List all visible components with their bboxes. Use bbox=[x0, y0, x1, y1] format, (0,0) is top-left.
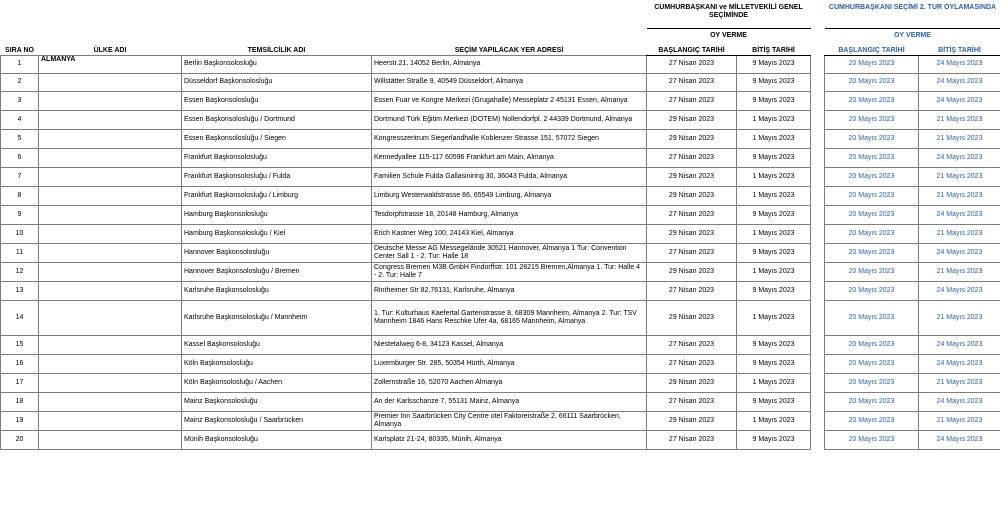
start-date-2: 20 Mayıs 2023 bbox=[825, 110, 919, 129]
start-date-2: 20 Mayıs 2023 bbox=[825, 430, 919, 449]
start-date-2: 20 Mayıs 2023 bbox=[825, 224, 919, 243]
end-date-2: 24 Mayıs 2023 bbox=[919, 55, 1000, 73]
row-number: 18 bbox=[1, 392, 39, 411]
table-row bbox=[1, 224, 1000, 243]
start-date-1: 27 Nisan 2023 bbox=[647, 430, 737, 449]
mission-name: Berlin Başkonsolosluğu bbox=[182, 55, 372, 73]
mission-name: Essen Başkonsolosluğu / Dortmund bbox=[182, 110, 372, 129]
country-cell bbox=[39, 430, 182, 449]
row-number: 17 bbox=[1, 373, 39, 392]
row-number: 1 bbox=[1, 55, 39, 73]
table-row bbox=[1, 430, 1000, 449]
end-date-2: 21 Mayıs 2023 bbox=[919, 186, 1000, 205]
start-date-1: 29 Nisan 2023 bbox=[647, 373, 737, 392]
polling-address: Niestetalweg 6-8, 34123 Kassel, Almanya bbox=[372, 335, 647, 354]
mission-name: Frankfurt Başkonsolosluğu / Limburg bbox=[182, 186, 372, 205]
mission-name: Frankfurt Başkonsolosluğu / Fulda bbox=[182, 167, 372, 186]
mission-name: Hannover Başkonsolosluğu bbox=[182, 243, 372, 262]
country-cell bbox=[39, 281, 182, 300]
mission-name: Köln Başkonsolosluğu bbox=[182, 354, 372, 373]
column-gap bbox=[811, 243, 825, 262]
voting-heading-1: OY VERME bbox=[647, 28, 811, 40]
end-date-1: 1 Mayıs 2023 bbox=[737, 411, 811, 430]
country-cell bbox=[39, 411, 182, 430]
end-date-1: 9 Mayıs 2023 bbox=[737, 281, 811, 300]
start-date-1: 27 Nisan 2023 bbox=[647, 354, 737, 373]
table-row bbox=[1, 411, 1000, 430]
row-no-header: SIRA NO bbox=[5, 46, 34, 54]
table-row bbox=[1, 110, 1000, 129]
polling-address: An der Karlsschanze 7, 55131 Mainz, Almanya bbox=[372, 392, 647, 411]
country-cell bbox=[39, 186, 182, 205]
start-date-2: 20 Mayıs 2023 bbox=[825, 300, 919, 335]
column-gap bbox=[811, 224, 825, 243]
row-number: 13 bbox=[1, 281, 39, 300]
country-cell bbox=[39, 148, 182, 167]
end-date-2: 24 Mayıs 2023 bbox=[919, 73, 1000, 91]
mission-name: Mainz Başkonsolosluğu bbox=[182, 392, 372, 411]
row-number: 7 bbox=[1, 167, 39, 186]
table-row bbox=[1, 205, 1000, 224]
polling-address: 1. Tur: Kulturhaus Kaefertal Gartenstrasse 8, 68309 Mannheim, Almanya 2. Tur: TSV Mannheim 1846 Hans Reschke Ufer 4a, 68165 Mannheim, Almanya bbox=[372, 300, 647, 335]
column-gap bbox=[811, 335, 825, 354]
end-date-2: 24 Mayıs 2023 bbox=[919, 354, 1000, 373]
country-cell bbox=[39, 354, 182, 373]
table-row bbox=[1, 148, 1000, 167]
polling-address: Kennedyallee 115-117 60596 Frankfurt am Main, Almanya bbox=[372, 148, 647, 167]
start-date-1: 27 Nisan 2023 bbox=[647, 73, 737, 91]
row-number: 5 bbox=[1, 129, 39, 148]
end-date-2: 24 Mayıs 2023 bbox=[919, 430, 1000, 449]
general-election-heading: CUMHURBAŞKANI ve MİLLETVEKİLİ GENEL SEÇİMİNDE bbox=[654, 4, 803, 19]
row-number: 20 bbox=[1, 430, 39, 449]
end-date-1: 9 Mayıs 2023 bbox=[737, 73, 811, 91]
start-date-1: 27 Nisan 2023 bbox=[647, 148, 737, 167]
country-cell bbox=[39, 205, 182, 224]
row-number: 6 bbox=[1, 148, 39, 167]
end-date-2: 21 Mayıs 2023 bbox=[919, 129, 1000, 148]
start-date-2: 20 Mayıs 2023 bbox=[825, 373, 919, 392]
start-date-1: 29 Nisan 2023 bbox=[647, 186, 737, 205]
start-date-2: 20 Mayıs 2023 bbox=[825, 91, 919, 110]
end-date-2: 24 Mayıs 2023 bbox=[919, 281, 1000, 300]
end-date-2: 24 Mayıs 2023 bbox=[919, 148, 1000, 167]
country-cell bbox=[39, 73, 182, 91]
column-gap bbox=[811, 167, 825, 186]
column-gap bbox=[811, 411, 825, 430]
start-date-1: 29 Nisan 2023 bbox=[647, 110, 737, 129]
country-cell bbox=[39, 129, 182, 148]
polling-address: Heerstr.21, 14052 Berlin, Almanya bbox=[372, 55, 647, 73]
row-number: 15 bbox=[1, 335, 39, 354]
end-date-1: 1 Mayıs 2023 bbox=[737, 300, 811, 335]
start-date-1: 29 Nisan 2023 bbox=[647, 129, 737, 148]
end-date-2: 24 Mayıs 2023 bbox=[919, 335, 1000, 354]
row-number: 14 bbox=[1, 300, 39, 335]
country-cell bbox=[39, 91, 182, 110]
end-date-2: 21 Mayıs 2023 bbox=[919, 262, 1000, 281]
start-date-1: 27 Nisan 2023 bbox=[647, 335, 737, 354]
mission-header: TEMSİLCİLİK ADI bbox=[247, 46, 306, 54]
mission-name: Kassel Başkonsolosluğu bbox=[182, 335, 372, 354]
polling-address: Zollernstraße 16, 52070 Aachen Almanya bbox=[372, 373, 647, 392]
row-number: 11 bbox=[1, 243, 39, 262]
end-date-2: 21 Mayıs 2023 bbox=[919, 411, 1000, 430]
column-gap bbox=[811, 205, 825, 224]
table-row bbox=[1, 243, 1000, 262]
column-gap bbox=[811, 373, 825, 392]
start-date-2: 20 Mayıs 2023 bbox=[825, 243, 919, 262]
country-cell bbox=[39, 262, 182, 281]
mission-name: Frankfurt Başkonsolosluğu bbox=[182, 148, 372, 167]
end-date-1: 1 Mayıs 2023 bbox=[737, 186, 811, 205]
start-date-1: 27 Nisan 2023 bbox=[647, 392, 737, 411]
polling-address: Limburg Westerwaldstrasse 86, 65549 Limburg, Almanya bbox=[372, 186, 647, 205]
start-date-2: 20 Mayıs 2023 bbox=[825, 392, 919, 411]
row-number: 8 bbox=[1, 186, 39, 205]
row-number: 2 bbox=[1, 73, 39, 91]
table-row bbox=[1, 281, 1000, 300]
column-gap bbox=[811, 430, 825, 449]
runoff-heading: CUMHURBAŞKANI SEÇİMİ 2. TUR OYLAMASINDA bbox=[828, 4, 997, 11]
polling-address: Erich Kastner Weg 100, 24143 Kiel, Almanya bbox=[372, 224, 647, 243]
country-cell bbox=[39, 110, 182, 129]
row-number: 9 bbox=[1, 205, 39, 224]
row-number: 3 bbox=[1, 91, 39, 110]
end-date-1: 1 Mayıs 2023 bbox=[737, 262, 811, 281]
country-header: ÜLKE ADI bbox=[93, 46, 127, 54]
start-date-1: 29 Nisan 2023 bbox=[647, 167, 737, 186]
start-date-2: 20 Mayıs 2023 bbox=[825, 73, 919, 91]
column-gap bbox=[811, 281, 825, 300]
mission-name: Mainz Başkonsolosluğu / Saarbrücken bbox=[182, 411, 372, 430]
voting-heading-2: OY VERME bbox=[825, 28, 1000, 40]
start-date-2: 20 Mayıs 2023 bbox=[825, 129, 919, 148]
polling-address: Familien Schule Fulda Gallasiniring 30, 36043 Fulda, Almanya bbox=[372, 167, 647, 186]
start-date-1: 27 Nisan 2023 bbox=[647, 281, 737, 300]
row-number: 19 bbox=[1, 411, 39, 430]
mission-name: Karlsruhe Başkonsolosluğu bbox=[182, 281, 372, 300]
end-date-1: 9 Mayıs 2023 bbox=[737, 392, 811, 411]
end-date-header-1: BİTİŞ TARİHİ bbox=[737, 40, 811, 55]
start-date-2: 20 Mayıs 2023 bbox=[825, 354, 919, 373]
end-date-1: 9 Mayıs 2023 bbox=[737, 148, 811, 167]
polling-address: Karlsplatz 21-24, 80335, Münih, Almanya bbox=[372, 430, 647, 449]
column-gap bbox=[811, 129, 825, 148]
start-date-2: 20 Mayıs 2023 bbox=[825, 148, 919, 167]
column-gap bbox=[811, 110, 825, 129]
start-date-2: 20 Mayıs 2023 bbox=[825, 281, 919, 300]
table-row bbox=[1, 335, 1000, 354]
end-date-header-2: BİTİŞ TARİHİ bbox=[919, 40, 1000, 55]
table-row bbox=[1, 55, 1000, 73]
table-row bbox=[1, 167, 1000, 186]
column-gap bbox=[811, 91, 825, 110]
mission-name: Hannover Başkonsolosluğu / Bremen bbox=[182, 262, 372, 281]
mission-name: Hamburg Başkonsolosluğu / Kiel bbox=[182, 224, 372, 243]
end-date-1: 9 Mayıs 2023 bbox=[737, 335, 811, 354]
end-date-1: 9 Mayıs 2023 bbox=[737, 55, 811, 73]
polling-address: Dortmund Türk Eğitim Merkezi (DOTEM) Nollendorfpl. 2 44339 Dortmund, Almanya bbox=[372, 110, 647, 129]
country-cell bbox=[39, 243, 182, 262]
address-header: SEÇİM YAPILACAK YER ADRESİ bbox=[454, 46, 564, 54]
start-date-1: 27 Nisan 2023 bbox=[647, 243, 737, 262]
end-date-1: 1 Mayıs 2023 bbox=[737, 373, 811, 392]
table-row bbox=[1, 262, 1000, 281]
row-number: 12 bbox=[1, 262, 39, 281]
start-date-2: 20 Mayıs 2023 bbox=[825, 55, 919, 73]
polling-address: Premier Inn Saarbrücken City Centre otel Faktoreistraße 2, 66111 Saarbrücken, Almanya bbox=[372, 411, 647, 430]
end-date-1: 9 Mayıs 2023 bbox=[737, 354, 811, 373]
column-gap bbox=[811, 186, 825, 205]
end-date-2: 21 Mayıs 2023 bbox=[919, 373, 1000, 392]
row-number: 10 bbox=[1, 224, 39, 243]
start-date-header-1: BAŞLANGIÇ TARİHİ bbox=[647, 40, 737, 55]
mission-name: Köln Başkonsolosluğu / Aachen bbox=[182, 373, 372, 392]
start-date-1: 29 Nisan 2023 bbox=[647, 300, 737, 335]
start-date-2: 20 Mayıs 2023 bbox=[825, 205, 919, 224]
country-cell bbox=[39, 373, 182, 392]
polling-address: Willstätter Straße 9, 40549 Düsseldorf, Almanya bbox=[372, 73, 647, 91]
table-row bbox=[1, 354, 1000, 373]
table-row bbox=[1, 300, 1000, 335]
start-date-1: 29 Nisan 2023 bbox=[647, 262, 737, 281]
end-date-1: 1 Mayıs 2023 bbox=[737, 110, 811, 129]
start-date-1: 27 Nisan 2023 bbox=[647, 205, 737, 224]
table-row bbox=[1, 91, 1000, 110]
start-date-2: 20 Mayıs 2023 bbox=[825, 262, 919, 281]
country-cell bbox=[39, 335, 182, 354]
start-date-2: 20 Mayıs 2023 bbox=[825, 167, 919, 186]
column-gap bbox=[811, 148, 825, 167]
row-number: 16 bbox=[1, 354, 39, 373]
table-row bbox=[1, 73, 1000, 91]
mission-name: Düsseldorf Başkonsolosluğu bbox=[182, 73, 372, 91]
end-date-1: 1 Mayıs 2023 bbox=[737, 129, 811, 148]
country-cell bbox=[39, 300, 182, 335]
start-date-2: 20 Mayıs 2023 bbox=[825, 411, 919, 430]
end-date-1: 9 Mayıs 2023 bbox=[737, 430, 811, 449]
mission-name: Hamburg Başkonsolosluğu bbox=[182, 205, 372, 224]
start-date-1: 27 Nisan 2023 bbox=[647, 91, 737, 110]
table-row bbox=[1, 186, 1000, 205]
end-date-1: 1 Mayıs 2023 bbox=[737, 167, 811, 186]
start-date-1: 29 Nisan 2023 bbox=[647, 224, 737, 243]
country-cell bbox=[39, 224, 182, 243]
country-cell bbox=[39, 392, 182, 411]
column-gap bbox=[811, 262, 825, 281]
column-gap bbox=[811, 354, 825, 373]
start-date-1: 29 Nisan 2023 bbox=[647, 411, 737, 430]
end-date-1: 1 Mayıs 2023 bbox=[737, 224, 811, 243]
column-gap bbox=[811, 392, 825, 411]
end-date-2: 24 Mayıs 2023 bbox=[919, 243, 1000, 262]
mission-name: Karlsruhe Başkonsolosluğu / Mannheim bbox=[182, 300, 372, 335]
start-date-2: 20 Mayıs 2023 bbox=[825, 335, 919, 354]
end-date-2: 21 Mayıs 2023 bbox=[919, 167, 1000, 186]
start-date-2: 20 Mayıs 2023 bbox=[825, 186, 919, 205]
end-date-2: 21 Mayıs 2023 bbox=[919, 224, 1000, 243]
table-row bbox=[1, 373, 1000, 392]
mission-name: Essen Başkonsolosluğu bbox=[182, 91, 372, 110]
column-gap bbox=[811, 55, 825, 73]
end-date-2: 24 Mayıs 2023 bbox=[919, 205, 1000, 224]
row-number: 4 bbox=[1, 110, 39, 129]
polling-address: Essen Fuar ve Kongre Merkezi (Grugahalle) Messeplatz 2 45131 Essen, Almanya bbox=[372, 91, 647, 110]
polling-address: Luxemburger Str. 285, 50354 Hürth, Almanya bbox=[372, 354, 647, 373]
end-date-2: 21 Mayıs 2023 bbox=[919, 110, 1000, 129]
end-date-2: 24 Mayıs 2023 bbox=[919, 91, 1000, 110]
country-cell: ALMANYA bbox=[39, 55, 182, 73]
country-cell bbox=[39, 167, 182, 186]
table-row bbox=[1, 392, 1000, 411]
end-date-1: 9 Mayıs 2023 bbox=[737, 205, 811, 224]
polling-address: Congress Bremen M3B GmbH Findorffstr. 101 28215 Bremen,Almanya 1. Tur: Halle 4 - 2. Tur: Halle 7 bbox=[372, 262, 647, 281]
start-date-1: 27 Nisan 2023 bbox=[647, 55, 737, 73]
end-date-1: 9 Mayıs 2023 bbox=[737, 91, 811, 110]
polling-address: Rintheimer Str 82,76131, Karlsruhe, Almanya bbox=[372, 281, 647, 300]
table-row bbox=[1, 129, 1000, 148]
end-date-2: 24 Mayıs 2023 bbox=[919, 392, 1000, 411]
table-body bbox=[1, 55, 1000, 449]
polling-address: Tesdorpfstrasse 18, 20148 Hamburg, Almanya bbox=[372, 205, 647, 224]
mission-name: Essen Başkonsolosluğu / Siegen bbox=[182, 129, 372, 148]
mission-name: Münih Başkonsolosluğu bbox=[182, 430, 372, 449]
polling-address: Deutsche Messe AG Messegelände 30521 Hannover, Almanya 1 Tur: Convention Center Sall 1 - 2. Tur: Halle 18 bbox=[372, 243, 647, 262]
polling-address: Kongresszentrum Siegerlandhalle Koblenzer Strasse 151, 57072 Siegen bbox=[372, 129, 647, 148]
start-date-header-2: BAŞLANGIÇ TARİHİ bbox=[825, 40, 919, 55]
column-gap bbox=[811, 300, 825, 335]
end-date-2: 21 Mayıs 2023 bbox=[919, 300, 1000, 335]
column-gap bbox=[811, 73, 825, 91]
end-date-1: 9 Mayıs 2023 bbox=[737, 243, 811, 262]
